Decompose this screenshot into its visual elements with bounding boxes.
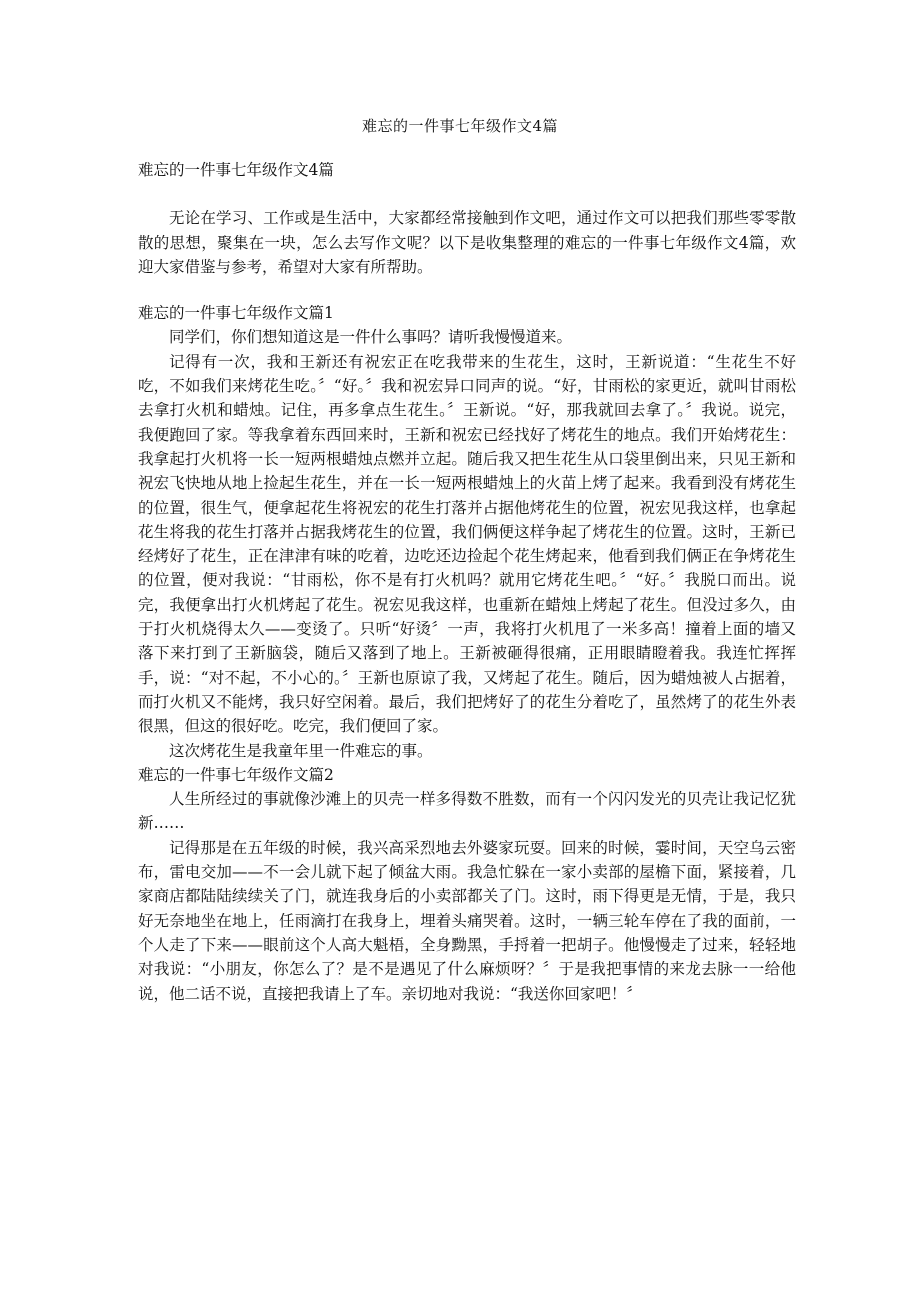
essay-1-paragraph: 同学们，你们想知道这是一件什么事吗？请听我慢慢道来。 [169,328,573,347]
essay-2-paragraph: 人生所经过的事就像沙滩上的贝壳一样多得数不胜数，而有一个闪闪发光的贝壳让我记忆犹新…… [138,790,796,833]
essay-1-heading: 难忘的一件事七年级作文篇1 [138,304,334,323]
essay-1-paragraph: 这次烤花生是我童年里一件难忘的事。 [169,741,433,760]
intro-paragraph: 无论在学习、工作或是生活中，大家都经常接触到作文吧，通过作文可以把我们那些零零散散的思想，聚集在一块，怎么去写作文呢？以下是收集整理的难忘的一件事七年级作文4篇，欢迎大家借鉴与参考，希望对大家有所帮助。 [138,209,796,276]
document-subtitle: 难忘的一件事七年级作文4篇 [138,161,334,179]
essay-1-paragraph: 记得有一次，我和王新还有祝宏正在吃我带来的生花生，这时，王新说道：“生花生不好吃，不如我们来烤花生吃。〞“好。〞我和祝宏异口同声的说。“好，甘雨松的家更近，就叫甘雨松去拿打火机和蜡烛。记住，再多拿点生花生。〞王新说。“好，那我就回去拿了。〞我说。说完，我便跑回了家。等我拿着东西回来时，王新和祝宏已经找好了烤花生的地点。我们开始烤花生：我拿起打火机将一长一短两根蜡烛点燃并立起。随后我又把生花生从口袋里倒出来，只见王新和祝宏飞快地从地上捡起生花生，并在一长一短两根蜡烛上的火苗上烤了起来。我看到没有烤花生的位置，很生气，便拿起花生将祝宏的花生打落并占据他烤花生的位置，祝宏见我这样，也拿起花生将我的花生打落并占据我烤花生的位置，我们俩便这样争起了烤花生的位置。这时，王新已经烤好了花生，正在津津有味的吃着，边吃还边捡起个花生烤起来，他看到我们俩正在争烤花生的位置，便对我说：“甘雨松，你不是有打火机吗？就用它烤花生吧。〞“好。〞我脱口而出。说完，我便拿出打火机烤起了花生。祝宏见我这样，也重新在蜡烛上烤起了花生。但没过多久，由于打火机烧得太久——变烫了。只听“好烫〞一声，我将打火机甩了一米多高！撞着上面的墙又落下来打到了王新脑袋，随后又落到了地上。王新被砸得很痛，正用眼睛瞪着我。我连忙挥挥手，说：“对不起，不小心的。〞王新也原谅了我，又烤起了花生。随后，因为蜡烛被人占据着，而打火机又不能烤，我只好空闲着。最后，我们把烤好了的花生分着吃了，虽然烤了的花生外表很黑，但这的很好吃。吃完，我们便回了家。 [138,352,796,736]
document-title: 难忘的一件事七年级作文4篇 [361,117,559,135]
essay-2-paragraph: 记得那是在五年级的时候，我兴高采烈地去外婆家玩耍。回来的时候，霎时间，天空乌云密布，雷电交加——不一会儿就下起了倾盆大雨。我急忙躲在一家小卖部的屋檐下面，紧接着，几家商店都陆陆续续关了门，就连我身后的小卖部都关了门。这时，雨下得更是无情，于是，我只好无奈地坐在地上，任雨滴打在我身上，埋着头痛哭着。这时，一辆三轮车停在了我的面前，一个人走了下来——眼前这个人高大魁梧，全身黝黑，手捋着一把胡子。他慢慢走了过来，轻轻地对我说：“小朋友，你怎么了？是不是遇见了什么麻烦呀？〞于是我把事情的来龙去脉一一给他说，他二话不说，直接把我请上了车。亲切地对我说：“我送你回家吧！〞 [138,838,796,1003]
document-body [138,158,796,1006]
essay-2-heading: 难忘的一件事七年级作文篇2 [138,765,334,784]
